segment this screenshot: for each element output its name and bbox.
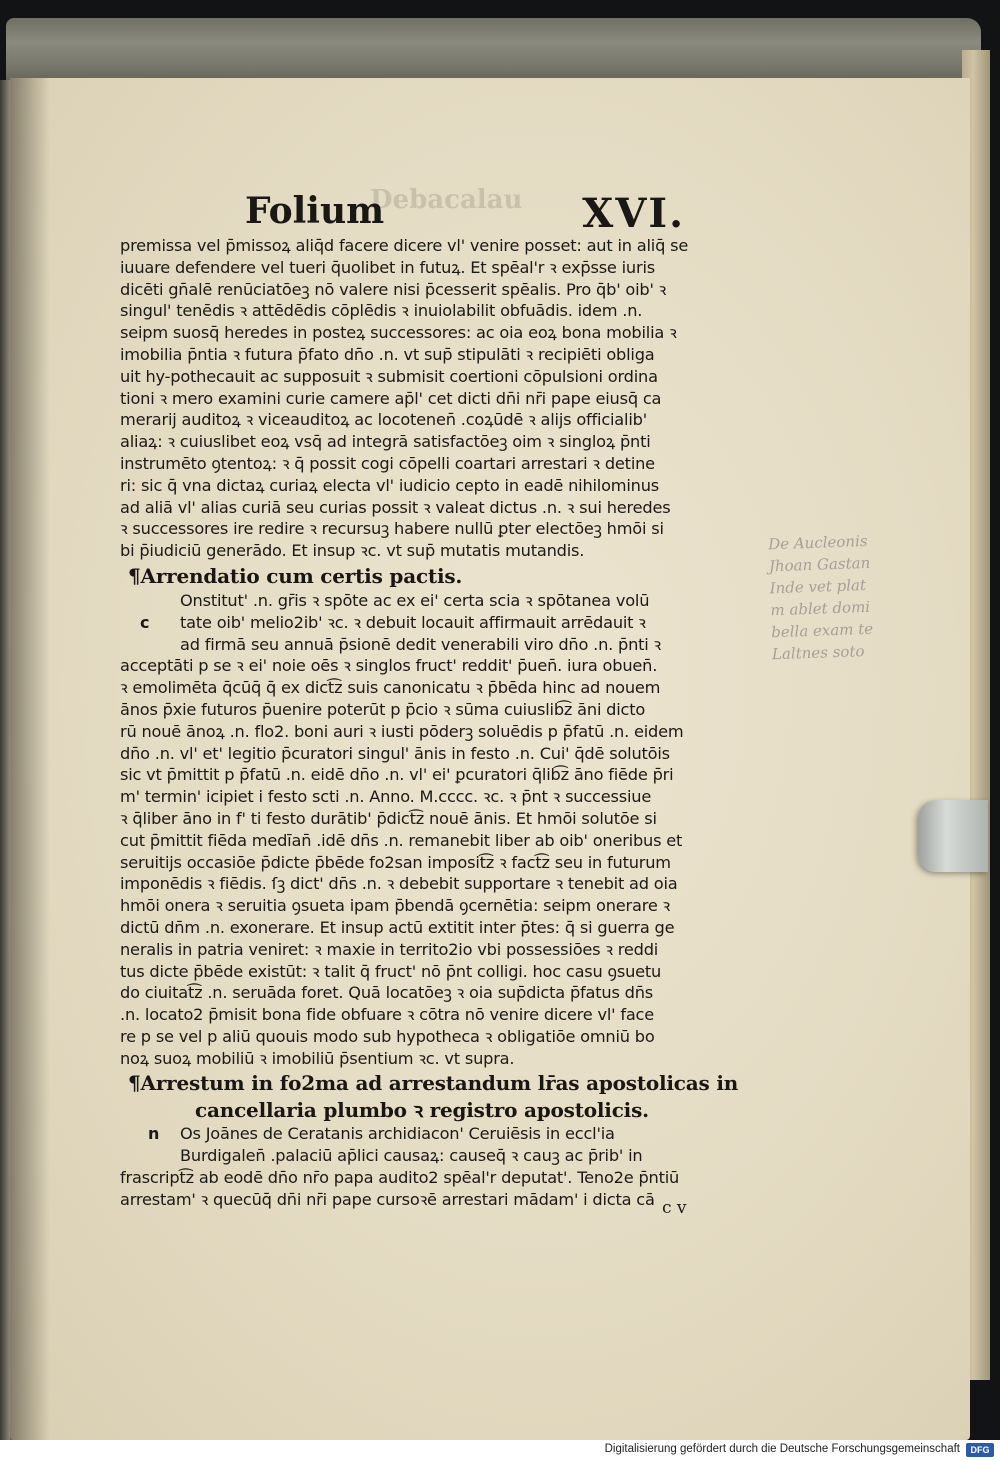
text-line: ꝛ q̄liber āno in f' ti festo durātib' p̄dict͡z nouē ānis. Et hmōi solutōe si <box>120 808 657 828</box>
margin-note <box>768 527 962 666</box>
text-line: acceptāti p se ꝛ ei' noie oēs ꝛ singlos fruct' reddit' p̄uen̄. iura obuen̄. <box>120 656 658 676</box>
dfg-logo-icon: DFG <box>966 1443 994 1457</box>
text-line: ānos p̄xie futuros p̄uenire poterūt p p̄cio ꝛ sūma cuiuslib͡z āni dicto <box>120 699 646 719</box>
signature-mark: c v <box>662 1198 687 1218</box>
text-line: Os Joānes de Ceratanis archidiacon' Ceruiēsis in eccl'ia <box>180 1124 615 1144</box>
show-through-text: Debacalau <box>370 185 523 215</box>
text-line: cut p̄mittit fiēda medīan̄ .idē dn̄s .n. remanebit liber ab oib' oneribus et <box>120 830 683 850</box>
section-heading-continued: cancellaria plumbo ꝛ registro apostolicis. <box>195 1098 649 1123</box>
text-line: .n. locato2 p̄misit bona fide obfuare ꝛ cōtra nō venire dicere vl' face <box>120 1005 655 1025</box>
text-line: frascript͡z ab eodē dn̄o nr̄o papa audito2 spēal'r deputat'. Teno2e p̄ntiū <box>120 1168 680 1188</box>
text-line: do ciuitat͡z .n. seruāda foret. Quā locatōeꝫ ꝛ oia sup̄dicta p̄fatus dn̄s <box>120 983 653 1003</box>
text-line: ad firmā seu annuā p̄sionē dedit venerabili viro dn̄o .n. p̄nti ꝛ <box>180 634 662 654</box>
text-line: imobilia p̄ntia ꝛ futura p̄fato dn̄o .n. vt sup̄ stipulāti ꝛ recipiēti obliga <box>120 344 655 364</box>
folio-number: XVI. <box>582 190 685 237</box>
margin-note-line: De Aucleonis <box>767 531 868 554</box>
text-line: tate oib' melio2ib' ꝛc. ꝛ debuit locauit affirmauit arrēdauit ꝛ <box>180 612 646 632</box>
text-line: merarij auditoꝝ ꝛ viceauditoꝝ ac locotenen̄ .coꝝūdē ꝛ alijs officialib' <box>120 410 647 430</box>
text-line: Onstitut' .n. gr̄is ꝛ spōte ac ex ei' certa scia ꝛ spōtanea volū <box>180 590 650 610</box>
text-line: ꝛ emolimēta q̄cūq̄ q̄ ex dict͡z suis canonicatu ꝛ p̄bēda hinc ad nouem <box>120 678 661 698</box>
bookmark-tab <box>918 800 988 872</box>
text-line: noꝝ suoꝝ mobiliū ꝛ imobiliū p̄sentium ꝛc. vt supra. <box>120 1048 515 1068</box>
folio-label: Folium <box>245 190 385 232</box>
text-block <box>120 235 745 1211</box>
margin-note-line: Laltnes soto <box>771 642 865 664</box>
text-line: seruitijs occasiōe p̄dicte p̄bēde fo2san imposit͡z ꝛ fact͡z seu in futurum <box>120 852 671 872</box>
text-line: arrestam' ꝛ quecūq̄ dn̄i nr̄i pape cursoꝛē arrestari mādam' i dicta cā <box>120 1189 655 1209</box>
text-line: premissa vel p̄missoꝝ aliq̄d facere dicere vl' venire posset: aut in aliq̄ se <box>120 236 689 255</box>
text-line: singul' tenēdis ꝛ attēdēdis cōplēdis ꝛ inuiolabilit obfuādis. idem .n. <box>120 301 643 321</box>
text-line: iuuare defendere vel tueri q̄uolibet in futuꝝ. Et spēal'r ꝛ exp̄sse iuris <box>120 257 655 277</box>
text-line: instrumēto ꝯtentoꝝ: ꝛ q̄ possit cogi cōpelli coartari arrestari ꝛ detine <box>120 453 655 473</box>
text-line: ri: sic q̄ vna dictaꝝ curiaꝝ electa vl' iudicio cepto in eadē nihilominus <box>120 475 660 495</box>
paragraph-1 <box>120 235 745 562</box>
margin-note-line: Jhoan Gastan <box>768 553 871 576</box>
text-line: neralis in patria veniret: ꝛ maxie in territo2io vbi possessiōes ꝛ reddi <box>120 939 659 959</box>
text-line: tioni ꝛ mero examini curie camere ap̄l' cet dicti dn̄i nr̄i pape eiusq̄ ca <box>120 388 662 408</box>
text-line: imponēdis ꝛ fiēdis. ſꝫ dict' dn̄s .n. ꝛ debebit supportare ꝛ tenebit ad oia <box>120 874 678 894</box>
text-line: uit hy-pothecauit ac supposuit ꝛ submisit coertioni cōpulsioni ordina <box>120 366 658 386</box>
text-line: m' termin' icipiet i festo scti .n. Anno. M.cccc. ꝛc. ꝛ p̄nt ꝛ successiue <box>120 787 652 807</box>
text-line: dicēti gn̄alē renūciatōeꝫ nō valere nisi p̄cesserit spēalis. Pro q̄b' oib' ꝛ <box>120 279 667 299</box>
text-line: hmōi onera ꝛ seruitia ꝯsueta ipam p̄bendā ꝯcernētia: seipm onerare ꝛ <box>120 896 670 916</box>
text-line: ꝛ successores ire redire ꝛ recursuꝫ habere nullū ꝑter electōeꝫ hmōi si <box>120 519 664 539</box>
paragraph-3 <box>120 1123 745 1210</box>
footer-credit: Digitalisierung gefördert durch die Deutsche Forschungsgemeinschaft <box>604 1443 960 1455</box>
text-line: sic vt p̄mittit p p̄fatū .n. eidē dn̄o .n. vl' ei' ꝑcuratori q̄lib͡z āno fiēde p̄ri <box>120 765 674 785</box>
text-line: re p se vel p aliū quouis modo sub hypotheca ꝛ obligatiōe omniū bo <box>120 1026 655 1046</box>
guide-letter: n <box>148 1124 160 1144</box>
gutter-shadow <box>10 78 50 1440</box>
text-line: dn̄o .n. vl' et' legitio p̄curatori singul' ānis in festo .n. Cui' q̄dē solutōis <box>120 743 670 763</box>
margin-note-line: Inde vet plat <box>769 575 867 598</box>
text-line: tus dicte p̄bēde existūt: ꝛ talit q̄ fruct' nō p̄nt colligi. hoc casu ꝯsuetu <box>120 961 662 981</box>
margin-note-line: m ablet domi <box>770 597 871 620</box>
guide-letter: c <box>140 612 150 632</box>
text-line: Burdigalen̄ .palaciū ap̄lici causaꝝ: causeq̄ ꝛ cauꝫ ac p̄rib' in <box>180 1146 643 1166</box>
page-header <box>245 190 685 236</box>
margin-note-line: bella exam te <box>770 619 874 642</box>
section-heading: ¶Arrendatio cum certis pactis. <box>128 563 463 588</box>
text-line: ad aliā vl' alias curiā seu curias possit ꝛ valeat dictus .n. ꝛ sui heredes <box>120 497 671 517</box>
text-line: seipm suosq̄ heredes in posteꝝ successores: ac oia eoꝝ bona mobilia ꝛ <box>120 323 677 343</box>
section-heading: ¶Arrestum in fo2ma ad arrestandum lr̄as apostolicas in <box>128 1071 739 1096</box>
footer-bar <box>0 1440 1000 1461</box>
paragraph-2 <box>120 590 745 1070</box>
text-line: rū nouē ānoꝝ .n. flo2. boni auri ꝛ iusti pōderꝫ soluēdis p p̄fatū .n. eidem <box>120 721 684 741</box>
text-line: dictū dn̄m .n. exonerare. Et insup actū extitit inter p̄tes: q̄ si guerra ge <box>120 917 675 937</box>
text-line: aliaꝝ: ꝛ cuiuslibet eoꝝ vsq̄ ad integrā satisfactōeꝫ oim ꝛ singloꝝ p̄nti <box>120 432 651 452</box>
text-line: bi p̄iudiciū generādo. Et insup ꝛc. vt sup̄ mutatis mutandis. <box>120 541 585 561</box>
